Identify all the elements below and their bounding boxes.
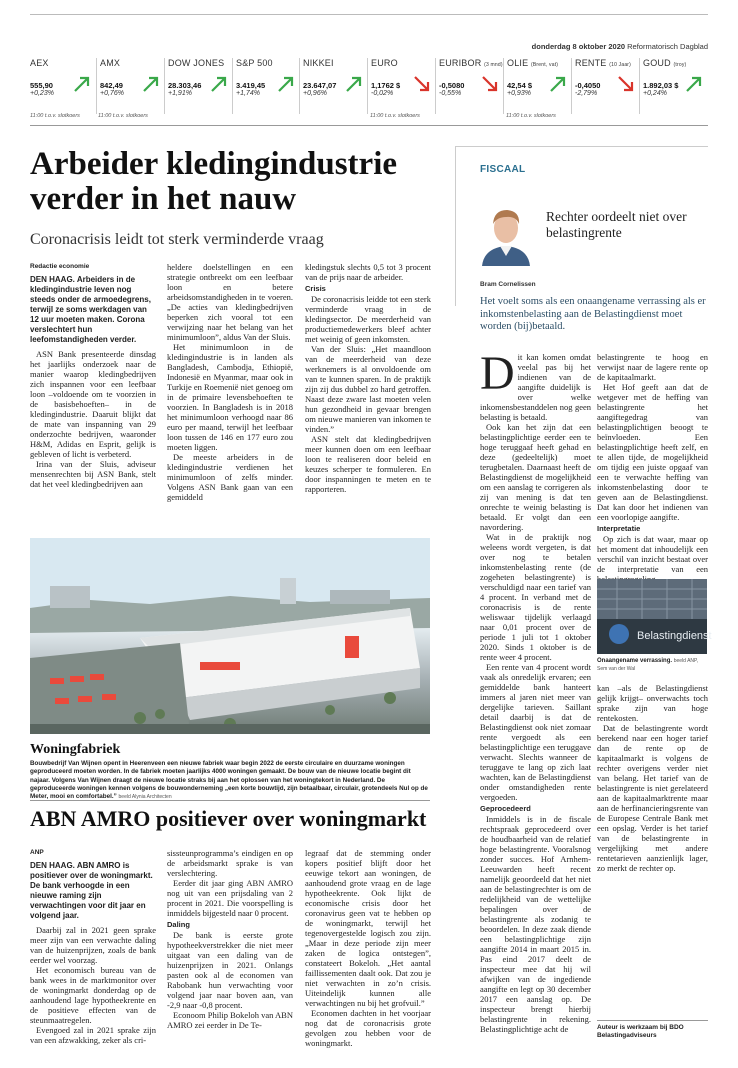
paragraph: kledingstuk slechts 0,5 tot 3 procent van de prijs naar de arbeider. <box>305 262 431 282</box>
byline: ANP <box>30 849 44 856</box>
arrow-up-icon <box>141 74 161 94</box>
intertitle: Interpretatie <box>597 524 641 533</box>
paper-name: Reformatorisch Dagblad <box>627 42 708 51</box>
author-note: Auteur is werkzaam bij BDO Belastingadviseurs <box>597 1024 684 1039</box>
top-rule <box>30 14 708 15</box>
arrow-down-icon <box>412 74 432 94</box>
article1-column-1 <box>30 262 156 532</box>
ticker-value: 555,90 <box>30 81 53 90</box>
ticker-name: EURO <box>371 58 398 68</box>
ticker-value: -0,5080 <box>439 81 465 90</box>
article2-column-1 <box>30 848 156 1060</box>
issue-date: donderdag 8 oktober 2020 <box>531 42 626 51</box>
ticker-change: +0,96% <box>303 90 327 97</box>
ticker-value: 1,1762 $ <box>371 81 401 90</box>
ticker-value: 42,54 $ <box>507 81 533 90</box>
dateline <box>532 42 708 51</box>
ticker-name: OLIE <box>507 58 529 68</box>
ticker-name: DOW JONES <box>168 58 225 68</box>
ticker-change: +1,91% <box>168 90 192 97</box>
ticker-note: 11:00 t.o.v. slotkoers <box>370 113 420 119</box>
section-tag: FISCAAL <box>480 164 526 175</box>
ticker-change: +0,23% <box>30 90 54 97</box>
ticker-name: NIKKEI <box>303 58 334 68</box>
column-body-3 <box>597 683 708 1015</box>
paragraph: heldere doelstellingen en een strategie ontbreekt om een leefbaar loon en betere arbeidsomstandigheden in te voeren. „De acties van kledingbedrijven beperken zich vooral tot een verwijzing naar het belang van het minimumloon”, aldus Van der Sluis. <box>167 262 293 342</box>
paragraph: Dat de belastingrente wordt berekend naar een hoger tarief dan de rente op de kapitaalmarkt is volgens de rechter overigens verder niet van belang. Het tarief van de belastingrente is niet gerelateerd aan de kapitaalmarktrente maar aan de herfinancieringsrente van de Europese Centrale Bank met een opslag. Verder is het tarief van de belastingrente in vergelijking met andere rentetarieven aanzienlijk lager, zo merkt de rechter op. <box>597 723 708 873</box>
column-author: Bram Cornelissen <box>480 281 536 288</box>
column-title: Rechter oordeelt niet over belastingrente <box>546 209 687 240</box>
ticker-item-goud: GOUD (troy) 1.892,03 $ +0,24% <box>639 58 708 114</box>
paragraph: Econoom Philip Bokeloh van ABN AMRO zei eerder in De Te- <box>167 1010 293 1030</box>
arrow-up-icon <box>684 74 704 94</box>
paragraph: Van der Sluis: „Het maandloon van de meerderheid van deze werknemers is al onvoldoende om van te kunnen sparen. In de praktijk zijn zij dus dubbel zo hard getroffen. Naast deze zware last moeten velen hun gezondheid in gevaar brengen om nieuwe manieren van inkomen te vinden.” <box>305 344 431 434</box>
photo-title: Woningfabriek <box>30 742 121 757</box>
paragraph: Daarbij zal in 2021 geen sprake meer zijn van een verwachte daling van de huizenprijzen, zoals de bank eerder wel voorzag. <box>30 925 156 965</box>
intertitle: Geprocedeerd <box>480 804 531 813</box>
belastingdienst-photo <box>597 579 712 654</box>
paragraph: Economen dachten in het voorjaar nog dat de coronacrisis grote gevolgen zou hebben voor de woningmarkt. <box>305 1008 431 1048</box>
ticker-name: S&P 500 <box>236 58 273 68</box>
paragraph: Het Hof geeft aan dat de wetgever met de heffing van belastingrente het aangiftegedrag van belastingplichtigen beoogt te beïnvloeden. Een belastingplichtige heeft zelf, en te allen tijde, de mogelijkheid om tijdig een juiste opgaaf van een te verwachte heffing van inkomstenbelasting door te geven aan de Belastingdienst. Dat kan door het indienen van een voorlopige aangifte. <box>597 382 708 522</box>
column-body-2 <box>597 352 708 576</box>
arrow-up-icon <box>276 74 296 94</box>
ticker-name: AMX <box>100 58 121 68</box>
paragraph: Inmiddels is in de fiscale rechtspraak geprocedeerd over de houdbaarheid van de relatief hoge belastingrente. Vooralsnog zonder succes. Hof Arnhem-Leeuwarden heeft recent namelijk geoordeeld dat het niet aan de belastingrechter is om de redelijkheid van de wettelijke bepalingen over de belastingrente als zodanig te beoordelen. In deze zaak diende een belastingplichtige zijn aangifte 2014 in maart 2015 in. Pas eind 2017 deelt de inspecteur mee dat hij wil afwijken van de ingediende aangifte en legt op 30 december 2017 een aanslag op. De inspecteur brengt hierbij belastingrente in rekening. Belastingplichtige acht de <box>480 814 591 1034</box>
ticker-change: +0,76% <box>100 90 124 97</box>
ticker-note: 11:00 t.o.v. slotkoers <box>506 113 556 119</box>
arrow-down-icon <box>616 74 636 94</box>
paragraph: Het minimumloon in de kledingindustrie is in landen als Bangladesh, Cambodja, Ethiopië, Indonesië en Myanmar, maar ook in Turkije en Roemenië niet genoeg om in de primaire levensbehoeften te voorzien. In Bangladesh is in 2018 het minimumloon verhoogd naar 86 euro per maand, terwijl het leefbaar loon tussen de 146 en 177 euro zou moeten liggen. <box>167 342 293 452</box>
ticker-value: 1.892,03 $ <box>643 81 679 90</box>
ticker-change: -2,79% <box>575 90 598 97</box>
ticker-note: 11:00 t.o.v. slotkoers <box>98 113 148 119</box>
section-divider <box>30 800 430 801</box>
photo-credit: beeld Alynia Architecten <box>118 794 172 801</box>
ticker-value: 28.303,46 <box>168 81 202 90</box>
paragraph: it kan komen omdat veelal pas bij het indienen van de aangifte duidelijk is over welke inkomensbestanddelen nog geen belasting is betaald. <box>480 352 591 422</box>
photo-caption: Bouwbedrijf Van Wijnen opent in Heerenveen een nieuwe fabriek waar begin 2022 de eerste circulaire en duurzame woningen geproduceerd moeten worden. In de fabriek moeten jaarlijks 4000 woningen gemaakt. De bouw van de nieuwe locatie begint dit najaar. Volgens Van Wijnen draagt de nieuwe locatie straks bij aan het oplossen van het woningtekort in Nederland. De geproduceerde woningen kennen volgens de bouwonderneming „een korte bouwtijd, zijn betaalbaar, circulair, grotendeels Nul op de Meter, mooi en comfortabel.” beeld Alynia Architecten <box>30 760 428 801</box>
paragraph: Op zich is dat waar, maar op het moment dat inhoudelijk een verschil van inzicht bestaat over de interpretatie van een <box>597 534 708 574</box>
article2-column-2 <box>167 848 293 1060</box>
article-headline: Arbeider kledingindustrie verder in het nauw <box>30 146 398 217</box>
paragraph: ASN stelt dat kledingbedrijven meer kunnen doen om een leefbaar loon te realiseren door beleid en keuzes scherper te formuleren. En door inspanningen te meten en te rapporteren. <box>305 434 431 494</box>
paragraph: De meeste arbeiders in de kledingindustrie verdienen het minimumloon of zelfs minder. Volgens ASN Bank gaan van een gemiddeld <box>167 452 293 502</box>
author-portrait <box>476 196 536 266</box>
column-body-1 <box>480 347 591 1052</box>
arrow-up-icon <box>72 74 92 94</box>
drop-cap: D <box>480 347 515 400</box>
arrow-up-icon <box>209 74 229 94</box>
article2-column-3 <box>305 848 431 1060</box>
market-ticker <box>30 58 708 124</box>
paragraph: Irina van der Sluis, adviseur mensenrechten bij ASN Bank, stelt dat het veel kledingbedrijven aan <box>30 459 156 489</box>
article1-column-2 <box>167 262 293 532</box>
paragraph: Eerder dit jaar ging ABN AMRO nog uit van een prijsdaling van 2 procent in 2021. Die voorspelling is inmiddels bijgesteld naar 0 procent. <box>167 878 293 918</box>
article1-column-3 <box>305 262 431 532</box>
ticker-item-euribor: EURIBOR (3 mnd) -0,5080 -0,55% <box>435 58 503 114</box>
paragraph: Een rente van 4 procent wordt vaak als onredelijk ervaren; een gemiddelde bank hanteert immers al jaren niet meer van dergelijke tarieven. Saillant detail daarbij is dat de Belastingdienst ook niet zomaar rente vergoedt als een belastingplichtige een teruggave verwacht. Slechts wanneer de teruggave te lang op zich laat wachten, kan de Belastingdienst onder omstandigheden rente vergoeden. <box>480 662 591 802</box>
paragraph: De bank is eerste grote hypotheekverstrekker die niet meer uitgaat van een daling van de huizenprijzen in 2021. Onlangs pasten ook al de economen van Rabobank hun verwachting voor volgend jaar naar boven aan, van -2,9 naar -0,8 procent. <box>167 930 293 1010</box>
factory-photo <box>30 538 430 734</box>
paragraph: ASN Bank presenteerde dinsdag het jaarlijks onderzoek naar de manier waarop kledingbedrijven zich inspannen voor een leefbaar loon –voldoende om te voorzien in de basisbehoeften– in de kledingindustrie. Daaruit blijkt dat de mate van inspanning van 29 onderzochte bedrijven, waaronder H&M, Adidas en Esprit, gelijk is gebleven of licht is verbeterd. <box>30 349 156 459</box>
arrow-up-icon <box>548 74 568 94</box>
byline: Redactie economie <box>30 263 90 270</box>
paragraph: legraaf dat de stemming onder kopers positief blijft door het eeuwige tekort aan woningen, de aanhoudend grote vraag en de lage hypotheekrente. Ook lijkt de economische crisis door het coronavirus geen vat te hebben op de woningmarkt, terwijl het tegenovergestelde logisch zou zijn. „Maar in deze periode zijn meer zaken de logica ontstegen”, constateert Bokeloh. „Het aantal faillissementen daalt ook. Dat zou je niet verwachten in zo’n crisis. Uiteindelijk kunnen alle verwachtingen nu bij het grofvuil.” <box>305 848 431 1008</box>
paragraph: Wat in de praktijk nog weleens wordt vergeten, is dat over nog te betalen inkomstenbelasting rente (de zogeheten belastingrente) is verschuldigd naar een tarief van 4 procent. In verband met de coronacrisis is de rente weliswaar tijdelijk verlaagd naar 0,01 procent over de periode 1 juli tot 1 oktober 2020. Sinds 1 oktober is de rente weer 4 procent. <box>480 532 591 662</box>
ticker-name: EURIBOR <box>439 58 482 68</box>
ticker-name: GOUD <box>643 58 671 68</box>
article2-headline: ABN AMRO positiever over woningmarkt <box>30 806 427 831</box>
ticker-change: -0,55% <box>439 90 462 97</box>
paragraph: sissteunprogramma’s eindigen en op de arbeidsmarkt sprake is van verslechtering. <box>167 848 293 878</box>
ticker-change: +0,93% <box>507 90 531 97</box>
intertitle: Daling <box>167 920 190 929</box>
photo2-caption: Onaangename verrassing. beeld ANP, Sem van der Wal <box>597 658 699 672</box>
intertitle: Crisis <box>305 284 326 293</box>
ticker-name: AEX <box>30 58 49 68</box>
ticker-value: -0,4050 <box>575 81 601 90</box>
article-lead: DEN HAAG. ABN AMRO is positiever over de woningmarkt. De bank verhoogde in een nieuwe raming zijn verwachtingen voor dit jaar en volgend jaar. <box>30 861 153 920</box>
ticker-name: RENTE <box>575 58 607 68</box>
paragraph: De coronacrisis leidde tot een sterk verminderde vraag in de kledingsector. De meerderheid van productiemedewerkers bleef achter met weinig of geen inkomsten. <box>305 294 431 344</box>
paragraph: kan –als de Belastingdienst gelijk krijgt– onverwachts toch sprake zijn van hoge rentekosten. <box>597 683 708 723</box>
ticker-item-rente: RENTE (10 Jaar) -0,4050 -2,79% <box>571 58 639 114</box>
paragraph: belastingrente te hoog en verwijst naar de lagere rente op de kapitaalmarkt. <box>597 352 708 382</box>
ticker-divider <box>30 125 708 126</box>
paragraph: Het economisch bureau van de bank wees in de marktmonitor over de woningmarkt donderdag op de aanhoudend lage hypotheekrente en de positieve effecten van de steunmaatregelen. <box>30 965 156 1025</box>
ticker-value: 23.647,07 <box>303 81 337 90</box>
article-lead: DEN HAAG. Arbeiders in de kledingindustrie leven nog steeds onder de armoedegrens, terwijl ze soms werkdagen van 12 uur moeten maken. Corona verslechtert hun leefomstandigheden verder. <box>30 275 151 344</box>
building-sign-illustration <box>597 579 712 654</box>
ticker-value: 842,49 <box>100 81 123 90</box>
photo-sign-text: Belastingdienst <box>637 630 712 642</box>
ticker-item-olie: OLIE (Brent, vat) 42,54 $ +0,93% <box>503 58 571 114</box>
photo2-credit: beeld ANP, Sem van der Wal <box>597 658 699 672</box>
arrow-up-icon <box>344 74 364 94</box>
ticker-change: +1,74% <box>236 90 260 97</box>
factory-illustration <box>30 538 430 734</box>
arrow-down-icon <box>480 74 500 94</box>
ticker-change: -0,02% <box>371 90 394 97</box>
column-lead: Het voelt soms als een onaangename verrassing als er inkomstenbelasting aan de Belastingdienst moet worden (bij)betaald. <box>480 296 706 332</box>
ticker-change: +0,24% <box>643 90 667 97</box>
paragraph: Ook kan het zijn dat een belastingplichtige eerder een te hoge teruggaaf heeft gehad en deze (gedeeltelijk) moet terugbetalen. Daarnaast heeft de Belastingdienst de mogelijkheid om een aanslag te corrigeren als zij van mening is dat ten onrechte te weinig belasting is betaald. Er volgt dan een navordering. <box>480 422 591 532</box>
ticker-value: 3.419,45 <box>236 81 266 90</box>
ticker-note: 11:00 t.o.v. slotkoers <box>30 113 80 119</box>
author-note-divider <box>597 1020 708 1021</box>
article-subhead: Coronacrisis leidt tot sterk verminderde vraag <box>30 231 324 248</box>
paragraph: Evengoed zal in 2021 sprake zijn van een afzwakking, zeker als cri- <box>30 1025 156 1045</box>
